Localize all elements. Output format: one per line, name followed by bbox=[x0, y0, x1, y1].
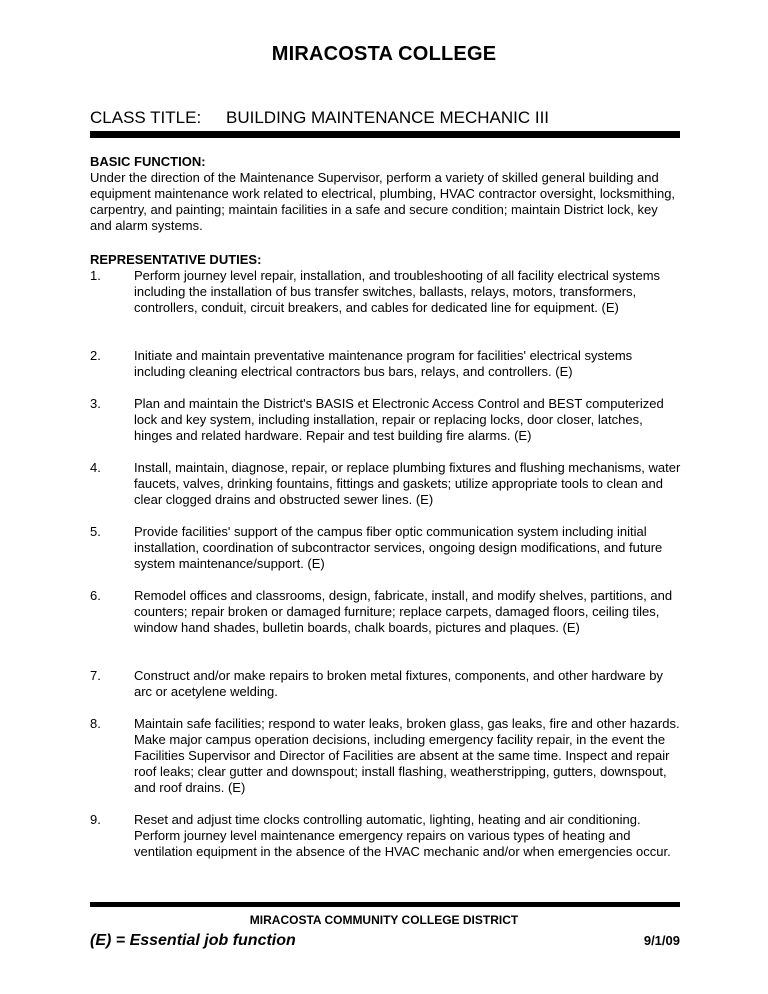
footer-essential-note: (E) = Essential job function bbox=[90, 932, 296, 949]
duty-item bbox=[90, 716, 682, 796]
page-title: MIRACOSTA COLLEGE bbox=[271, 43, 497, 65]
basic-function-heading: BASIC FUNCTION: bbox=[90, 154, 206, 169]
duty-item bbox=[90, 268, 682, 316]
duty-number: 8. bbox=[90, 716, 101, 731]
duty-text: Maintain safe facilities; respond to water leaks, broken glass, gas leaks, fire and other hazards. Make major campus operation decisions, including emergency facility repair, in the event the Facilities Supervisor and Director of Facilities are absent at the same time. Inspect and repair roof leaks; clear gutter and downspout; install flashing, weatherstripping, gutters, downspout, and roof drains. (E) bbox=[134, 716, 680, 795]
duty-number: 1. bbox=[90, 268, 101, 283]
class-title-value: BUILDING MAINTENANCE MECHANIC III bbox=[226, 108, 550, 127]
duty-text: Install, maintain, diagnose, repair, or replace plumbing fixtures and flushing mechanisms, water faucets, valves, drinking fountains, fittings and gaskets; utilize appropriate tools to clean and clear clogged drains and obstructed sewer lines. (E) bbox=[134, 460, 681, 507]
duty-text: Construct and/or make repairs to broken metal fixtures, components, and other hardware by arc or acetylene welding. bbox=[134, 668, 663, 699]
duty-item bbox=[90, 588, 682, 636]
basic-function-text: Under the direction of the Maintenance Supervisor, perform a variety of skilled general building and equipment maintenance work related to electrical, plumbing, HVAC contractor oversight, locksmithing, carpentry, and painting; maintain facilities in a safe and secure condition; maintain District lock, key and alarm systems. bbox=[90, 170, 676, 233]
duty-number: 7. bbox=[90, 668, 101, 683]
duty-number: 2. bbox=[90, 348, 101, 363]
duty-number: 3. bbox=[90, 396, 101, 411]
duty-item bbox=[90, 396, 682, 444]
duties-heading: REPRESENTATIVE DUTIES: bbox=[90, 252, 262, 267]
duty-number: 4. bbox=[90, 460, 101, 475]
duty-item bbox=[90, 524, 682, 572]
footer-organization: MIRACOSTA COMMUNITY COLLEGE DISTRICT bbox=[249, 913, 519, 927]
footer-date: 9/1/09 bbox=[643, 933, 680, 948]
duty-item bbox=[90, 460, 682, 508]
duty-text: Plan and maintain the District's BASIS et Electronic Access Control and BEST computerized lock and key system, including installation, repair or replacing locks, door closer, latches, hinges and related hardware. Repair and test building fire alarms. (E) bbox=[134, 396, 664, 443]
duty-number: 5. bbox=[90, 524, 101, 539]
duty-item bbox=[90, 668, 682, 700]
duty-text: Remodel offices and classrooms, design, fabricate, install, and modify shelves, partitions, and counters; repair broken or damaged furniture; replace carpets, damaged floors, ceiling tiles, window hand shades, bulletin boards, chalk boards, pictures and plaques. (E) bbox=[134, 588, 673, 635]
duty-text: Provide facilities' support of the campus fiber optic communication system including initial installation, coordination of subcontractor services, ongoing design modifications, and future system maintenance/support. (E) bbox=[134, 524, 663, 571]
duty-number: 6. bbox=[90, 588, 101, 603]
duty-text: Perform journey level repair, installation, and troubleshooting of all facility electrical systems including the installation of bus transfer switches, ballasts, relays, motors, transformers, controllers, conduit, circuit breakers, and cables for dedicated line for equipment. (E) bbox=[134, 268, 661, 315]
duty-text: Initiate and maintain preventative maintenance program for facilities' electrical systems including cleaning electrical contractors bus bars, relays, and controllers. (E) bbox=[134, 348, 633, 379]
header-divider bbox=[90, 131, 680, 138]
footer-divider bbox=[90, 902, 680, 907]
duty-text: Reset and adjust time clocks controlling automatic, lighting, heating and air conditioning. Perform journey level maintenance emergency repairs on various types of heating and ventilation equipment in the absence of the HVAC mechanic and/or when emergencies occur. bbox=[134, 812, 671, 859]
class-title-line bbox=[90, 108, 549, 128]
duty-item bbox=[90, 348, 682, 380]
duty-item bbox=[90, 812, 682, 860]
duty-number: 9. bbox=[90, 812, 101, 827]
class-title-label: CLASS TITLE: bbox=[90, 108, 202, 127]
